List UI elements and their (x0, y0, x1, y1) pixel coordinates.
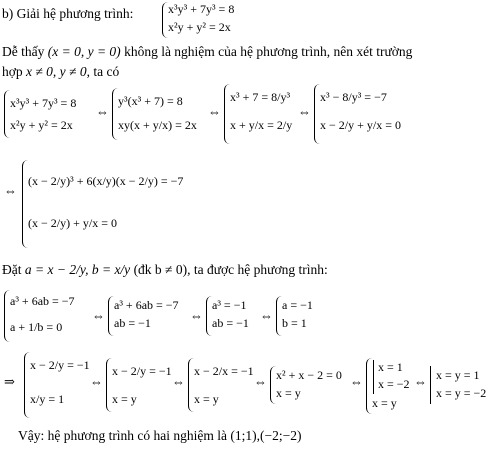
step2-system (22, 160, 223, 248)
step3-s3-eq1: a³ = −1 (212, 298, 247, 312)
step4-s1-eq1: x − 2/y = −1 (30, 358, 90, 372)
step1-s4-eq1: x³ − 8/y³ = −7 (320, 90, 387, 104)
equivalence-arrow: ⇔ (254, 374, 267, 389)
step4-s3-eq1: x − 2/x = −1 (194, 364, 254, 378)
conclusion: Vậy: hệ phương trình có hai nghiệm là (1;1),(−2;−2) (18, 428, 302, 443)
implies-arrow: ⇒ (4, 374, 15, 389)
equivalence-arrow: ⇔ (350, 374, 363, 389)
equivalence-arrow: ⇔ (190, 308, 203, 323)
equivalence-arrow: ⇔ (298, 104, 311, 119)
intro-text-1: Dễ thấy (2, 44, 45, 59)
step3-s2-eq1: a³ + 6ab = −7 (114, 298, 179, 312)
step1-system-4 (314, 84, 425, 144)
step1-s3-eq2: x + y/x = 2/y (230, 118, 293, 132)
step3-s3-eq2: ab = −1 (212, 316, 249, 330)
step1-s4-eq2: x − 2/y + y/x = 0 (320, 118, 401, 132)
step4-s1-eq2: x/y = 1 (30, 392, 65, 406)
step3-s2-eq2: ab = −1 (114, 316, 151, 330)
step1-s2-eq2: xy(x + y/x) = 2x (118, 118, 197, 132)
step4-s5-eq3: x = y (372, 396, 397, 410)
part-label: b) Giải hệ phương trình: (2, 6, 134, 21)
intro-line-2 (2, 64, 119, 80)
step4-s6-eq2: x = y = −2 (436, 386, 487, 400)
substitution-line (2, 262, 328, 278)
step3-s4-eq2: b = 1 (282, 316, 307, 330)
substitution-cond: (đk b ≠ 0) (133, 262, 188, 277)
equivalence-arrow: ⇔ (4, 183, 17, 198)
step3-system-2 (108, 296, 201, 336)
intro-text-4: , ta có (86, 64, 120, 79)
step1-s3-eq1: x³ + 7 = 8/y³ (230, 90, 291, 104)
step1-s1-eq1: x³y³ + 7y³ = 8 (10, 96, 77, 110)
step2-eq2: (x − 2/y) + y/x = 0 (28, 216, 117, 230)
substitution-suffix: , ta được hệ phương trình: (187, 262, 328, 277)
system-1-eq-1: x³y³ + 7y³ = 8 (168, 2, 235, 16)
step4-s5-bracket (373, 360, 374, 394)
step4-s5-eq1: x = 1 (378, 360, 403, 374)
step2-eq1: (x − 2/y)³ + 6(x/y)(x − 2/y) = −7 (28, 174, 184, 188)
step3-s1-eq1: a³ + 6ab = −7 (10, 294, 75, 308)
step1-s1-eq2: x²y + y² = 2x (10, 118, 73, 132)
equivalence-arrow: ⇔ (260, 308, 273, 323)
step4-s6-eq1: x = y = 1 (436, 368, 480, 382)
step4-system-4 (270, 366, 355, 404)
step1-s2-eq1: y³(x³ + 7) = 8 (118, 94, 183, 108)
intro-condition-2: x ≠ 0, y ≠ 0 (26, 64, 87, 79)
equivalence-arrow: ⇔ (172, 374, 185, 389)
step4-s4-eq1: x² + x − 2 = 0 (276, 368, 342, 382)
equivalence-arrow: ⇔ (90, 374, 103, 389)
substitution-prefix: Đặt (2, 262, 22, 277)
intro-condition: (x = 0, y = 0) (47, 44, 121, 59)
system-1-eq-2: x²y + y² = 2x (168, 20, 231, 34)
equivalence-arrow: ⇔ (96, 104, 109, 119)
step4-s2-eq2: x = y (112, 392, 137, 406)
system-1 (162, 2, 273, 38)
step1-system-1 (4, 90, 109, 138)
intro-text-2: không là nghiệm của hệ phương trình, nên xét trường (124, 44, 413, 59)
intro-line-1 (2, 44, 412, 60)
substitution-expr: a = x − 2/y, b = x/y (24, 262, 131, 277)
step4-s2-eq1: x − 2/y = −1 (112, 364, 172, 378)
equivalence-arrow: ⇔ (414, 374, 427, 389)
step4-s3-eq2: x = y (194, 392, 219, 406)
step3-s4-eq1: a = −1 (282, 298, 313, 312)
step3-system-1 (4, 290, 97, 342)
step3-s1-eq2: a + 1/b = 0 (10, 320, 63, 334)
step4-system-6 (430, 366, 497, 404)
step3-system-4 (276, 296, 327, 336)
step4-s4-eq2: x = y (276, 386, 301, 400)
equivalence-arrow: ⇔ (92, 308, 105, 323)
equivalence-arrow: ⇔ (208, 104, 221, 119)
step4-s5-eq2: x = −2 (378, 377, 410, 391)
step1-system-2 (112, 88, 221, 140)
intro-text-3: hợp (2, 64, 23, 79)
